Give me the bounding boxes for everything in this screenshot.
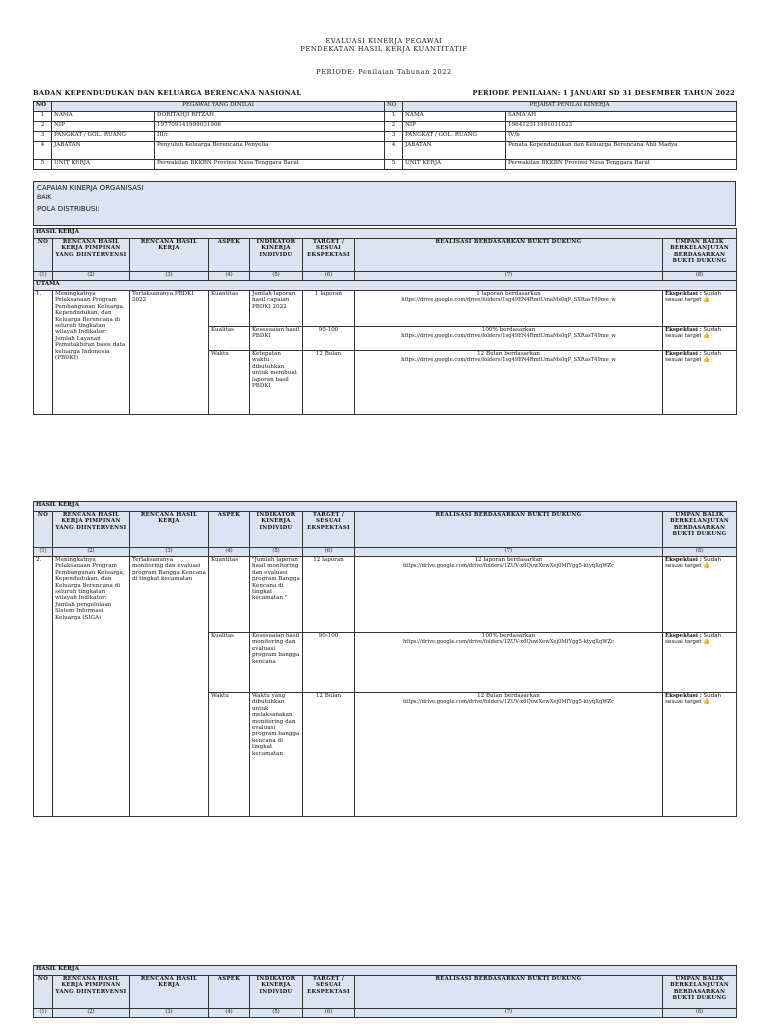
document-title: EVALUASI KINERJA PEGAWAI (325, 37, 443, 45)
row-number: 4 (34, 142, 52, 160)
target-text: 12 Bulan (303, 693, 355, 817)
col-index: (5) (250, 272, 303, 281)
col-index: (8) (663, 1009, 737, 1018)
capaian-kinerja-box (33, 181, 736, 205)
realisasi-cell (355, 693, 663, 817)
col-index: (8) (663, 548, 737, 557)
hasil-kerja-section: HASIL KERJA (34, 229, 737, 239)
employee-position: Penyuluh Keluarga Berencana Penyelia (155, 142, 385, 160)
target-text: 90-100 (303, 327, 355, 351)
field-label: UNIT KERJA (403, 160, 506, 170)
indikator-text: Kesesuaian hasil monitoring dan evaluasi program bangga kencana (250, 633, 303, 693)
feedback-prefix: Ekspektasi : (665, 633, 702, 639)
no-header: NO (385, 102, 403, 112)
feedback-cell (663, 557, 737, 633)
realisasi-text: 100% berdasarkan (481, 327, 536, 333)
realisasi-cell (355, 327, 663, 351)
assessor-name: SAMA'AH (506, 112, 737, 122)
hasil-kerja-section: HASIL KERJA (34, 966, 737, 976)
target-text: 12 laporan (303, 557, 355, 633)
hasil-kerja-table (33, 228, 737, 415)
col-target: TARGET / SESUAI EKSPEKTASI (303, 512, 355, 548)
assessor-header: PEJABAT PENILAI KINERJA (403, 102, 737, 112)
feedback-text: Sudah sesuai target (665, 327, 722, 340)
capaian-label: CAPAIAN KINERJA ORGANISASI (37, 184, 144, 192)
realisasi-cell (355, 557, 663, 633)
employee-rank: III/c (155, 132, 385, 142)
row-number: 2. (34, 557, 53, 817)
col-aspek: ASPEK (209, 976, 250, 1009)
row-number: 3 (34, 132, 52, 142)
identity-table (33, 101, 737, 170)
aspek-text: Waktu (209, 693, 250, 817)
row-number: 3 (385, 132, 403, 142)
indikator-text: Kesesuaian hasil PBDKI (250, 327, 303, 351)
field-label: UNIT KERJA (52, 160, 155, 170)
feedback-text: Sudah sesuai target (665, 633, 722, 646)
feedback-cell (663, 351, 737, 415)
feedback-text: Sudah sesuai target (665, 291, 722, 304)
identity-row (34, 122, 737, 132)
row-number: 1 (385, 112, 403, 122)
thumbs-up-icon: 👍 (703, 357, 711, 364)
col-no: NO (34, 976, 53, 1009)
realisasi-cell (355, 633, 663, 693)
col-realisasi: REALISASI BERDASARKAN BUKTI DUKUNG (355, 512, 663, 548)
feedback-cell (663, 693, 737, 817)
assessor-position: Penata Kependudukan dan Keluarga Berencana Ahli Madya (506, 142, 737, 160)
col-rhk: RENCANA HASIL KERJA (130, 976, 209, 1009)
realisasi-cell (355, 291, 663, 327)
realisasi-text: 12 Bulan berdasarkan (477, 351, 540, 357)
col-index: (4) (209, 272, 250, 281)
indikator-text: Jumlah laporan hasil capaian PBDKI 2022 (250, 291, 303, 327)
indikator-text: "Jumlah laporan hasil monitoring dan evaluasi program Bangga Kencana di tingkat kecamatan " (250, 557, 303, 633)
evidence-link[interactable]: https://drive.google.com/drive/folders/1sg49EN4RmtUmaMs0qP_SXRasT49me_w (401, 357, 616, 364)
organization-name: BADAN KEPENDUDUKAN DAN KELUARGA BERENCANA NASIONAL (33, 89, 302, 97)
thumbs-up-icon: 👍 (703, 639, 711, 646)
capaian-value: BAIK (37, 194, 52, 201)
thumbs-up-icon: 👍 (703, 563, 711, 570)
col-rhk: RENCANA HASIL KERJA (130, 239, 209, 272)
field-label: PANGKAT / GOL. RUANG (403, 132, 506, 142)
rhk-pimpinan-text: Meningkatnya Pelaksanaan Program Pembangunan Keluarga, Kependudukan, dan Keluarga Berencana di seluruh tingkatan wilayah Indikator: Jumlah Layanan Pemutakhiran basis data keluarga Indonesia (PBDKI) (53, 291, 130, 415)
col-index: (4) (209, 548, 250, 557)
col-no: NO (34, 512, 53, 548)
identity-row (34, 142, 737, 160)
field-label: PANGKAT / GOL. RUANG (52, 132, 155, 142)
employee-name: DORITAHJI RITZAH (155, 112, 385, 122)
target-text: 1 laporan (303, 291, 355, 327)
feedback-prefix: Ekspektasi : (665, 557, 702, 563)
field-label: JABATAN (403, 142, 506, 160)
aspek-text: Waktu (209, 351, 250, 415)
identity-row (34, 132, 737, 142)
col-index: (3) (130, 548, 209, 557)
feedback-text: Sudah sesuai target (665, 351, 722, 364)
col-index: (7) (355, 272, 663, 281)
field-label: NIP (403, 122, 506, 132)
table-row (34, 291, 737, 327)
indikator-text: Ketepatan waktu dibutuhkan untuk membuat laporan hasil PBDKI (250, 351, 303, 415)
rhk-text: Terlaksananya PBDKI 2022 (130, 291, 209, 415)
col-index: (2) (53, 272, 130, 281)
employee-nip: 197709141999031006 (155, 122, 385, 132)
realisasi-text: 12 laporan berdasarkan (474, 557, 543, 563)
realisasi-cell (355, 351, 663, 415)
aspek-text: Kualitas (209, 327, 250, 351)
pola-distribusi-box (33, 203, 736, 226)
aspek-text: Kuantitas (209, 291, 250, 327)
col-no: NO (34, 239, 53, 272)
evidence-link[interactable]: https://drive.google.com/drive/folders/1sg49EN4RmtUmaMs0qP_SXRasT49me_w (401, 297, 616, 304)
col-target: TARGET / SESUAI EKSPEKTASI (303, 239, 355, 272)
identity-row (34, 112, 737, 122)
row-number: 1 (34, 112, 52, 122)
col-umpan-balik: UMPAN BALIK BERKELANJUTAN BERDASARKAN BUKTI DUKUNG (663, 239, 737, 272)
target-text: 90-100 (303, 633, 355, 693)
col-index: (6) (303, 548, 355, 557)
table-row (34, 557, 737, 633)
row-number: 2 (34, 122, 52, 132)
col-realisasi: REALISASI BERDASARKAN BUKTI DUKUNG (355, 976, 663, 1009)
col-index: (1) (34, 548, 53, 557)
assessment-period: PERIODE PENILAIAN: 1 JANUARI SD 31 DESEMBER TAHUN 2022 (472, 89, 735, 97)
evidence-link[interactable]: https://drive.google.com/drive/folders/1ZUV-x6QuwXewXej0MfYgg5-ktyqXqWZc (402, 639, 615, 646)
feedback-prefix: Ekspektasi : (665, 351, 702, 357)
col-index: (5) (250, 548, 303, 557)
col-indikator: INDIKATOR KINERJA INDIVIDU (250, 976, 303, 1009)
col-rhk-pimpinan: RENCANA HASIL KERJA PIMPINAN YANG DIINTERVENSI (53, 239, 130, 272)
col-index: (2) (53, 548, 130, 557)
hasil-kerja-section: HASIL KERJA (34, 502, 737, 512)
col-index: (6) (303, 1009, 355, 1018)
col-index: (5) (250, 1009, 303, 1018)
evidence-link[interactable]: https://drive.google.com/drive/folders/1ZUV-x6QuwXewXej0MfYgg5-ktyqXqWZc (402, 563, 615, 570)
feedback-text: Sudah sesuai target (665, 557, 722, 570)
col-indikator: INDIKATOR KINERJA INDIVIDU (250, 512, 303, 548)
realisasi-text: 100% berdasarkan (481, 633, 536, 639)
row-number: 1. (34, 291, 53, 415)
thumbs-up-icon: 👍 (703, 297, 711, 304)
row-number: 5 (34, 160, 52, 170)
assessor-nip: 196412311991031023 (506, 122, 737, 132)
col-index: (3) (130, 1009, 209, 1018)
feedback-cell (663, 327, 737, 351)
thumbs-up-icon: 👍 (703, 699, 711, 706)
thumbs-up-icon: 👍 (703, 333, 711, 340)
col-rhk: RENCANA HASIL KERJA (130, 512, 209, 548)
col-index: (8) (663, 272, 737, 281)
row-number: 5 (385, 160, 403, 170)
col-indikator: INDIKATOR KINERJA INDIVIDU (250, 239, 303, 272)
feedback-text: Sudah sesuai target (665, 693, 722, 706)
feedback-cell (663, 633, 737, 693)
col-index: (7) (355, 548, 663, 557)
pola-label: POLA DISTRIBUSI: (37, 205, 100, 213)
hasil-kerja-table (33, 501, 737, 817)
row-number: 4 (385, 142, 403, 160)
document-subtitle: PENDEKATAN HASIL KERJA KUANTITATIF (300, 45, 468, 53)
col-index: (1) (34, 1009, 53, 1018)
assessor-rank: IV/b (506, 132, 737, 142)
col-aspek: ASPEK (209, 239, 250, 272)
col-index: (3) (130, 272, 209, 281)
indikator-text: Waktu yang dibutuhkan untuk melaksanakan monitoring dan evaluasi program bangga kencana di tingkat kecamatan (250, 693, 303, 817)
row-number: 2 (385, 122, 403, 132)
realisasi-text: 12 Bulan berdasarkan (477, 693, 540, 699)
feedback-prefix: Ekspektasi : (665, 693, 702, 699)
col-umpan-balik: UMPAN BALIK BERKELANJUTAN BERDASARKAN BUKTI DUKUNG (663, 512, 737, 548)
utama-label: UTAMA (34, 281, 737, 291)
col-index: (4) (209, 1009, 250, 1018)
col-umpan-balik: UMPAN BALIK BERKELANJUTAN BERDASARKAN BUKTI DUKUNG (663, 976, 737, 1009)
col-index: (6) (303, 272, 355, 281)
col-index: (7) (355, 1009, 663, 1018)
realisasi-text: 1 laporan berdasarkan (476, 291, 541, 297)
no-header: NO (34, 102, 52, 112)
rhk-pimpinan-text: Meningkatnya Pelaksanaan Program Pembangunan Keluarga, Kependudukan, dan Keluarga Berencana di seluruh tingkatan wilayah Indikator: Jumlah pengelolaan Sistem Informasi Keluarga (SIGA) (53, 557, 130, 817)
identity-row (34, 160, 737, 170)
rhk-text: Terlaksananya monitoring dan evaluasi program Bangga Kencana di tingkat kecamatan (130, 557, 209, 817)
col-index: (2) (53, 1009, 130, 1018)
col-realisasi: REALISASI BERDASARKAN BUKTI DUKUNG (355, 239, 663, 272)
feedback-prefix: Ekspektasi : (665, 291, 702, 297)
feedback-cell (663, 291, 737, 327)
col-aspek: ASPEK (209, 512, 250, 548)
assessor-unit: Perwakilan BKKBN Provinsi Nusa Tenggara Barat (506, 160, 737, 170)
col-index: (1) (34, 272, 53, 281)
evidence-link[interactable]: https://drive.google.com/drive/folders/1ZUV-x6QuwXewXej0MfYgg5-ktyqXqWZc (402, 699, 615, 706)
aspek-text: Kualitas (209, 633, 250, 693)
employee-header: PEGAWAI YANG DINILAI (52, 102, 385, 112)
aspek-text: Kuantitas (209, 557, 250, 633)
field-label: NIP (52, 122, 155, 132)
col-rhk-pimpinan: RENCANA HASIL KERJA PIMPINAN YANG DIINTERVENSI (53, 512, 130, 548)
col-target: TARGET / SESUAI EKSPEKTASI (303, 976, 355, 1009)
hasil-kerja-table (33, 965, 737, 1018)
evidence-link[interactable]: https://drive.google.com/drive/folders/1sg49EN4RmtUmaMs0qP_SXRasT49me_w (401, 333, 616, 340)
feedback-prefix: Ekspektasi : (665, 327, 702, 333)
field-label: NAMA (403, 112, 506, 122)
field-label: NAMA (52, 112, 155, 122)
field-label: JABATAN (52, 142, 155, 160)
employee-unit: Perwakilan BKKBN Provinsi Nusa Tenggara Barat (155, 160, 385, 170)
col-rhk-pimpinan: RENCANA HASIL KERJA PIMPINAN YANG DIINTERVENSI (53, 976, 130, 1009)
target-text: 12 Bulan (303, 351, 355, 415)
period-label: PERIODE: Penilaian Tahunan 2022 (316, 68, 452, 76)
